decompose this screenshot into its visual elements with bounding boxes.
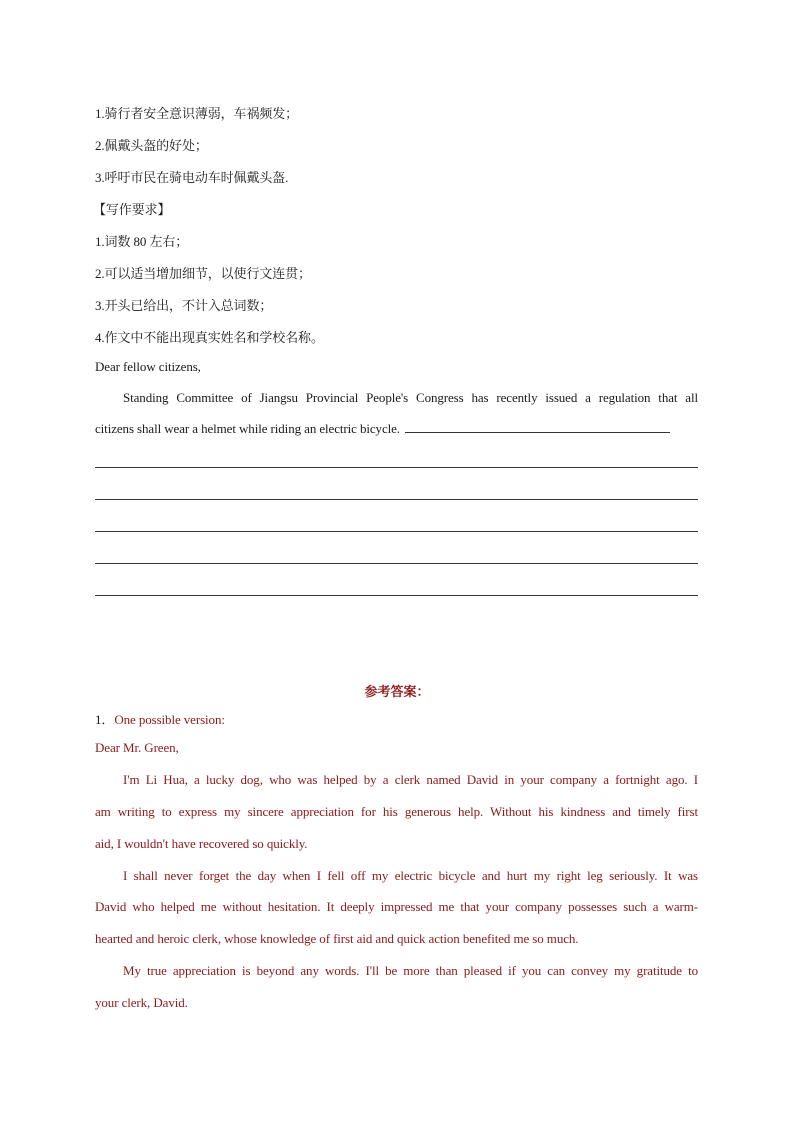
letter-salutation: Dear fellow citizens,	[95, 359, 201, 374]
answer-line: My true appreciation is beyond any words. I'll be more than pleased if you can convey my gratitude to	[123, 963, 698, 978]
requirement-3: 3.开头已给出，不计入总词数；	[95, 298, 273, 313]
prompt-point-2: 2.佩戴头盔的好处；	[95, 138, 208, 153]
answer-version-label	[95, 709, 225, 728]
prompt-point-1: 1.骑行者安全意识薄弱，车祸频发；	[95, 106, 299, 121]
letter-opening-line-1: Standing Committee of Jiangsu Provincial People's Congress has recently issued a regulation that all	[123, 390, 698, 405]
requirements-heading: 【写作要求】	[93, 202, 171, 217]
requirement-1: 1.词数 80 左右；	[95, 234, 189, 249]
prompt-point-3: 3.呼吁市民在骑电动车时佩戴头盔.	[95, 170, 289, 185]
writing-blank-inline	[405, 422, 670, 433]
answer-line: your clerk, David.	[95, 995, 188, 1010]
writing-line	[95, 467, 698, 468]
writing-line	[95, 563, 698, 564]
answer-line: David who helped me without hesitation. It deeply impressed me that your company possesses such a warm-	[95, 899, 698, 914]
writing-line	[95, 595, 698, 596]
answer-line: am writing to express my sincere appreciation for his generous help. Without his kindness and timely first	[95, 804, 698, 819]
requirement-2: 2.可以适当增加细节，以使行文连贯；	[95, 266, 311, 281]
answer-line: I'm Li Hua, a lucky dog, who was helped by a clerk named David in your company a fortnight ago. I	[123, 772, 698, 787]
letter-opening-line-2	[95, 421, 670, 437]
requirement-4: 4.作文中不能出现真实姓名和学校名称。	[95, 330, 324, 345]
letter-opening-line-2-text: citizens shall wear a helmet while riding an electric bicycle.	[95, 421, 400, 436]
answer-title: 参考答案：	[364, 684, 430, 699]
answer-number: 1．	[95, 712, 115, 727]
writing-line	[95, 531, 698, 532]
answer-line: aid, I wouldn't have recovered so quickly.	[95, 836, 308, 851]
answer-line: I shall never forget the day when I fell off my electric bicycle and hurt my right leg seriously. It was	[123, 868, 698, 883]
writing-line	[95, 499, 698, 500]
answer-salutation: Dear Mr. Green,	[95, 740, 179, 755]
answer-version-text: One possible version:	[114, 712, 225, 727]
answer-line: hearted and heroic clerk, whose knowledge of first aid and quick action benefited me so much.	[95, 931, 579, 946]
